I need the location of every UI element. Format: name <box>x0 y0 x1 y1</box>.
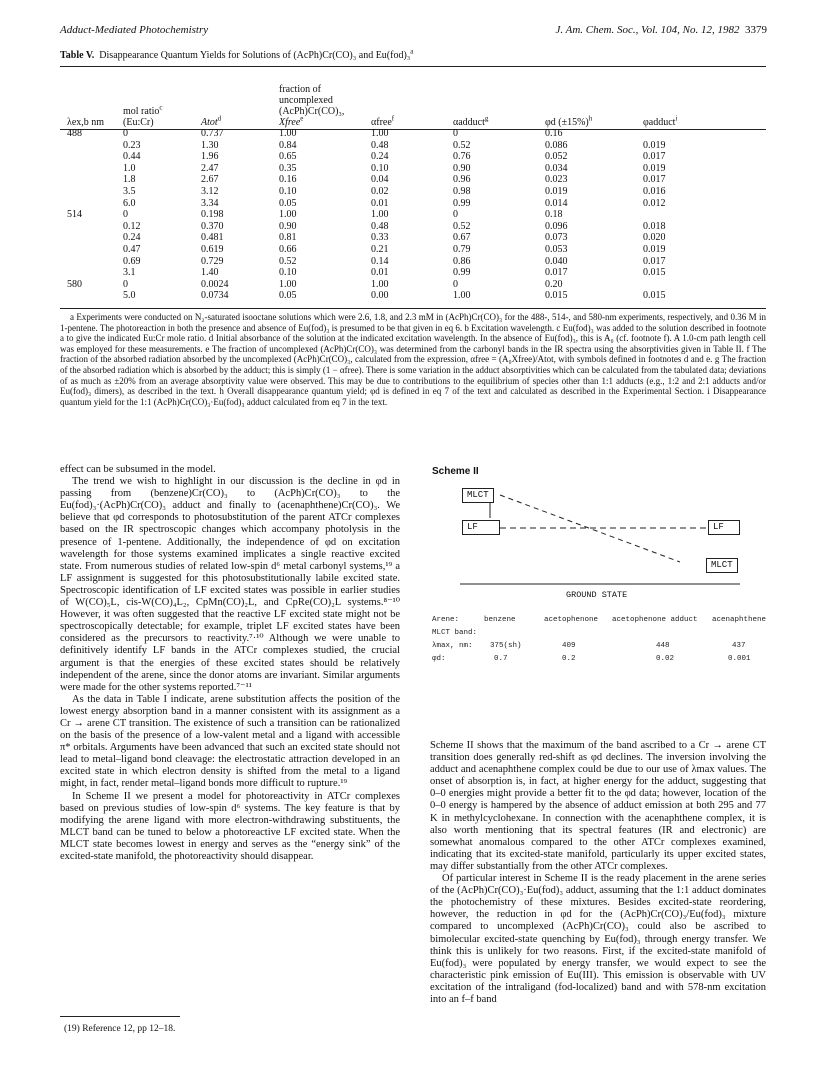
table-cell: 0.017 <box>545 267 568 279</box>
col-header-aadduct <box>450 70 542 128</box>
scheme-lmax-label: λmax, nm: <box>432 642 473 650</box>
table-cell: 0.96 <box>453 174 471 186</box>
frac-mark: e <box>300 114 304 123</box>
atot-mark: d <box>217 114 222 123</box>
table-cell: 0.370 <box>201 220 224 232</box>
scheme-arene-benzene: benzene <box>484 616 516 624</box>
table-cell <box>64 163 120 175</box>
table-cell: 0.01 <box>371 267 389 279</box>
scheme-mlct-band-label: MLCT band: <box>432 629 478 637</box>
table-cell: 1.00 <box>279 128 297 139</box>
table-cell: 0.24 <box>371 151 389 163</box>
table-row <box>64 256 764 268</box>
body-left-column <box>60 464 400 863</box>
table-cell: 0.034 <box>545 162 568 174</box>
quantum-yield-table <box>64 70 764 302</box>
table-cell <box>640 128 764 140</box>
mol-ratio-label: mol ratio <box>123 106 160 117</box>
table-cell: 1.40 <box>201 267 219 279</box>
table-cell: 1.30 <box>201 139 219 151</box>
table-cell: 0.198 <box>201 209 224 221</box>
col-header-atot <box>198 70 276 128</box>
table-cell: 0 <box>453 278 458 290</box>
table-cell: 0.02 <box>371 185 389 197</box>
body-right-column <box>430 740 766 1006</box>
table-row <box>64 128 764 140</box>
table-body <box>64 128 764 302</box>
table-row <box>64 290 764 302</box>
table-cell: 0 <box>453 209 458 221</box>
table-cell: 0.14 <box>371 255 389 267</box>
table-cell: 2.47 <box>201 162 219 174</box>
scheme-arene-adduct: acetophenone adduct <box>612 616 698 624</box>
table-cell: 0.76 <box>453 151 471 163</box>
table-cell: 0.99 <box>453 267 471 279</box>
table-cell <box>64 267 120 279</box>
table-cell: 0.016 <box>643 185 666 197</box>
table-label: Table V. <box>60 50 95 61</box>
table-cell: 0.017 <box>643 151 666 163</box>
running-header-title: Adduct-Mediated Photochemistry <box>60 24 209 36</box>
table-cell: 1.00 <box>371 209 389 221</box>
table-cell: 0.015 <box>643 290 666 302</box>
paragraph: The trend we wish to highlight in our discussion is the decline in φd in passing from (benzene)Cr(CO)₃ to (AcPh)Cr(CO)₃ to the Eu(fod)₃·(AcPh)Cr(CO)₃ adduct and finally to (acenaphthene)Cr(CO)₃. We believe that φd corresponds to photosubstitution of the parent ATCr complexes based on the IR spectroscopic changes which accompany photolysis in the presence of 1-pentene. Additionally, the independence of φd on excitation wavelength for those systems examined implicates a single reactive excited state. From numerous studies of related low-spin d⁶ metal carbonyl systems,¹⁹ a LF assignment is suggested for this photosubstitutionally labile excited state. Spectroscopic identification of LF excited states was possible in earlier studies of W(CO)₅L, cis-W(CO)₄L₂, CpMn(CO)₂L, and CpRe(CO)₂L systems.⁸⁻¹⁰ However, it was often suggested that the reactive LF excited state might not be spectroscopically detectable; for example, triplet LF excited states have been considered as the precursors to reactivity.⁷·¹⁰ Although we were unable to definitively identify LF bands in the ATCr complexes studied, the crucial argument is that the energies of these excited states should be relatively independent of the arene, since the donor atoms are invariant. Similar arguments were made for the other systems reported.⁷⁻¹¹ <box>60 476 400 693</box>
table-cell: 3.1 <box>123 267 136 279</box>
table-cell <box>64 198 120 210</box>
table-cell <box>64 290 120 302</box>
table-cell: 1.0 <box>123 162 136 174</box>
table-footnotes <box>60 312 766 407</box>
table-cell <box>64 256 120 268</box>
table-cell: 0.90 <box>453 162 471 174</box>
table-cell: 1.00 <box>279 209 297 221</box>
table-cell: 0.481 <box>201 232 224 244</box>
phiadduct-label: φadduct <box>643 117 676 128</box>
table-top-rule <box>60 66 766 67</box>
scheme-lmax-benzene: 375(sh) <box>490 642 522 650</box>
table-cell: 0.23 <box>123 139 141 151</box>
paragraph: effect can be subsumed in the model. <box>60 464 216 475</box>
scheme-lmax-acenaphthene: 437 <box>732 642 746 650</box>
table-cell <box>64 186 120 198</box>
table-cell: 0 <box>123 278 128 290</box>
table-cell: 0.00 <box>371 290 389 302</box>
table-cell: 0.086 <box>545 139 568 151</box>
table-cell: 3.34 <box>201 197 219 209</box>
col-header-phid <box>542 70 640 128</box>
col-header-lambda: λex,b nm <box>67 117 105 128</box>
table-row <box>64 209 764 221</box>
table-cell: 0.10 <box>371 162 389 174</box>
table-cell: 0.014 <box>545 197 568 209</box>
table-row <box>64 151 764 163</box>
table-cell: 3.12 <box>201 185 219 197</box>
table-cell: 0.01 <box>371 197 389 209</box>
atot-label: Atot <box>201 117 218 128</box>
table-row <box>64 140 764 152</box>
table-cell: 0.99 <box>453 197 471 209</box>
table-cell: 0.05 <box>279 197 297 209</box>
table-cell: 488 <box>67 128 82 139</box>
table-row <box>64 244 764 256</box>
scheme-phid-benzene: 0.7 <box>494 655 508 663</box>
phid-label: φd (±15%) <box>545 117 589 128</box>
table-cell <box>64 174 120 186</box>
table-cell: 0.073 <box>545 232 568 244</box>
aadduct-label: αadduct <box>453 117 485 128</box>
scheme-title: Scheme II <box>432 466 479 477</box>
table-row <box>64 267 764 279</box>
table-cell: 0.017 <box>643 174 666 186</box>
ground-state-label: GROUND STATE <box>566 590 628 600</box>
table-cell: 6.0 <box>123 197 136 209</box>
col-header-fraction <box>276 70 368 128</box>
table-cell: 0.84 <box>279 139 297 151</box>
table-cell: 0.10 <box>279 185 297 197</box>
table-cell: 0 <box>123 128 128 139</box>
table-cell: 0.90 <box>279 220 297 232</box>
table-cell: 0.35 <box>279 162 297 174</box>
table-cell: 0.52 <box>279 255 297 267</box>
table-cell: 0.24 <box>123 232 141 244</box>
table-cell: 0.053 <box>545 243 568 255</box>
table-cell: 0.16 <box>279 174 297 186</box>
table-cell: 0.017 <box>643 255 666 267</box>
table-cell: 0.48 <box>371 139 389 151</box>
table-cell <box>64 221 120 233</box>
table-cell: 0.12 <box>123 220 141 232</box>
scheme-phid-label: φd: <box>432 655 446 663</box>
table-cell: 0.019 <box>643 243 666 255</box>
table-cell <box>64 140 120 152</box>
table-cell: 0.018 <box>643 220 666 232</box>
table-row <box>64 174 764 186</box>
table-cell: 0.52 <box>453 220 471 232</box>
table-cell: 0.05 <box>279 290 297 302</box>
scheme-phid-adduct: 0.02 <box>656 655 675 663</box>
table-cell: 0.096 <box>545 220 568 232</box>
table-cell: 0.023 <box>545 174 568 186</box>
running-header-journal <box>555 24 767 36</box>
table-cell: 0.33 <box>371 232 389 244</box>
paragraph: As the data in Table I indicate, arene substitution affects the position of the lowest energy absorption band in a manner consistent with its assignment as a Cr → arene CT transition. The existence of such a transition can be rationalized on the basis of the presence of a low-valent metal and a ligand with accessible π* orbitals. Arguments have been advanced that such an excited state should not lead to metal–ligand bond cleavage: the electrostatic attraction developed in an excited state in which electron density is shifted from the metal to a ligand might, in fact, render metal–ligand bonds more difficult to rupture.¹⁹ <box>60 693 400 790</box>
table-cell: 0.81 <box>279 232 297 244</box>
table-cell <box>64 151 120 163</box>
table-cell: 0.0734 <box>201 290 229 302</box>
table-row <box>64 186 764 198</box>
table-cell: 0.67 <box>453 232 471 244</box>
table-cell: 0.86 <box>453 255 471 267</box>
phid-mark: h <box>588 114 593 123</box>
table-cell: 0.44 <box>123 151 141 163</box>
table-cell: 0.040 <box>545 255 568 267</box>
table-cell: 2.67 <box>201 174 219 186</box>
frac-line-1: fraction of <box>279 84 321 95</box>
mlct-low-level-box: MLCT <box>706 558 738 573</box>
col-header-mol-ratio <box>120 70 198 128</box>
table-cell <box>64 232 120 244</box>
table-cell: 0.019 <box>545 185 568 197</box>
table-cell <box>640 209 764 221</box>
frac-line-2: uncomplexed <box>279 95 333 106</box>
paragraph: Scheme II shows that the maximum of the band ascribed to a Cr → arene CT transition does generally red-shift as φd declines. The inversion involving the adduct and acenaphthene complex could be due to our use of λmax values. The onset of absorption is, in fact, at higher energy for the adduct, suggesting that 0–0 energies might provide a better fit to the φd data; however, location of the 0–0 energy is hampered by the absence of adduct emission at both 295 and 77 K in methylcyclohexane. In connection with the acenaphthene complex, it is also worth mentioning that its spectral features (IR and electronic) are somewhat anomalous compared to the other ATCr complexes examined, indicating that its excited-state manifold, particularly its upper excited states, may differ substantially from the other ATCr complexes. <box>430 740 766 872</box>
table-row <box>64 221 764 233</box>
table-cell: 0.015 <box>545 290 568 302</box>
paragraph: In Scheme II we present a model for photoreactivity in ATCr complexes based on previous studies of low-spin d⁶ systems. The key feature is that by modifying the arene ligand with more electron-withdrawing substituents, the MLCT band can be tuned to below a photoreactive LF excited state. When the MLCT state becomes lowest in energy and serves as the “energy sink” of the excited-state manifold, the photoreactivity should disappear. <box>60 790 400 862</box>
table-cell: 0.21 <box>371 243 389 255</box>
journal-citation: J. Am. Chem. Soc., Vol. 104, No. 12, 1982 <box>555 24 740 36</box>
table-cell: 580 <box>67 278 82 290</box>
table-row <box>64 232 764 244</box>
scheme-arene-acetophenone: acetophenone <box>544 616 599 624</box>
table-cell: 0.20 <box>545 278 563 290</box>
table-cell: 0.16 <box>545 128 563 139</box>
table-cell: 0.737 <box>201 128 224 139</box>
table-cell: 1.00 <box>371 278 389 290</box>
frac-line-3: (AcPh)Cr(CO)₃, <box>279 106 345 117</box>
table-cell: 0.015 <box>643 267 666 279</box>
table-cell: 0.69 <box>123 255 141 267</box>
mlct-level-box: MLCT <box>462 488 494 503</box>
col-header-phiadduct <box>640 70 764 128</box>
table-cell: 0.66 <box>279 243 297 255</box>
table-cell: 0.020 <box>643 232 666 244</box>
table-cell: 1.96 <box>201 151 219 163</box>
scheme-lmax-adduct: 448 <box>656 642 670 650</box>
table-cell: 0.98 <box>453 185 471 197</box>
table-row <box>64 279 764 291</box>
table-cell: 0.012 <box>643 197 666 209</box>
table-cell: 3.5 <box>123 185 136 197</box>
table-cell: 0.729 <box>201 255 224 267</box>
table-cell: 0.619 <box>201 243 224 255</box>
afree-label: αfree <box>371 117 392 128</box>
table-cell: 0.79 <box>453 243 471 255</box>
table-cell: 1.00 <box>371 128 389 139</box>
table-cell: 0 <box>453 128 458 139</box>
scheme-arene-acenaphthene: acenaphthene <box>712 616 767 624</box>
scheme-arene-label: Arene: <box>432 616 460 624</box>
table-cell <box>64 244 120 256</box>
table-title: Disappearance Quantum Yields for Solutions of (AcPh)Cr(CO)₃ and Eu(fod)₃ <box>99 50 411 61</box>
lf-level-left-box: LF <box>462 520 500 535</box>
table-cell: 0.47 <box>123 243 141 255</box>
frac-line-4: Xfree <box>279 117 301 128</box>
table-cell: 0.65 <box>279 151 297 163</box>
footnote-rule <box>60 1016 180 1017</box>
table-cell: 0.052 <box>545 151 568 163</box>
aadduct-mark: g <box>484 114 489 123</box>
table-cell: 0.48 <box>371 220 389 232</box>
lf-level-right-box: LF <box>708 520 740 535</box>
table-cell: 0.52 <box>453 139 471 151</box>
phiadduct-mark: i <box>675 114 678 123</box>
table-cell: 1.00 <box>279 278 297 290</box>
table-cell: 0.18 <box>545 209 563 221</box>
table-cell: 514 <box>67 209 82 221</box>
scheme-lmax-acetophenone: 409 <box>562 642 576 650</box>
mol-ratio-mark: c <box>159 103 163 112</box>
table-cell: 0.019 <box>643 139 666 151</box>
table-row <box>64 163 764 175</box>
table-cell: 1.00 <box>453 290 471 302</box>
reference-footnote: (19) Reference 12, pp 12–18. <box>64 1024 176 1034</box>
table-cell: 0.10 <box>279 267 297 279</box>
table-row <box>64 198 764 210</box>
table-cell: 0.04 <box>371 174 389 186</box>
table-bottom-rule <box>60 308 766 309</box>
table-caption-mark: a <box>410 47 414 56</box>
afree-mark: f <box>391 114 395 123</box>
table-cell: 0.019 <box>643 162 666 174</box>
footnote-text: a Experiments were conducted on N₂-saturated isooctane solutions which were 2.6, 1.8, and 2.3 mM in (AcPh)Cr(CO)₃ for the 488-, 514-, and 580-nm experiments, respectively, and 0.36 M in 1-pentene. The photoreaction in both the presence and absence of Eu(fod)₃ is presumed to be that given in eq 6. b Excitation wavelength. c Eu(fod)₃ was added to the solution described in footnote a to give the indicated Eu:Cr mole ratio. d Initial absorbance of the solution at the indicated excitation wavelength. In the absence of Eu(fod)₃, this is A₀ (cf. footnote f). A 1.0-cm path length cell was employed for these measurements. e The fraction of uncomplexed (AcPh)Cr(CO)₃ was determined from the carbonyl bands in the IR spectra using the absorptivities given in Table II. f The fraction of the absorbed radiation absorbed by the uncomplexed (AcPh)Cr(CO)₃, calculated from the expression, αfree = (A₀Xfree)/Atot, with symbols defined in footnotes d and e. g The fraction of the absorbed radiation which is absorbed by the adduct; this is simply (1 − αfree). There is some variation in the adduct absorptivities which can be calculated from the tabulated data; deviations of as much as ±20% from an average absorptivity value were observed. This may be due to contributions to the equilibrium of species other than 1:1 adducts (e.g., 1:2 and 2:1 adducts and/or Eu(fod)₃ dimers), as described in the text. h Overall disappearance quantum yield; φd is defined in eq 7 of the text and calculated as described in the Experimental Section. i Disappearance quantum yield for the 1:1 (AcPh)Cr(CO)₃·Eu(fod)₃ adduct calculated from eq 7 in the text. <box>60 312 766 407</box>
mol-ratio-unit: (Eu:Cr) <box>123 117 154 128</box>
table-caption <box>60 47 414 61</box>
table-cell: 0.0024 <box>201 278 229 290</box>
table-cell: 1.8 <box>123 174 136 186</box>
paragraph: Of particular interest in Scheme II is the ready placement in the arene series of the (AcPh)Cr(CO)₃·Eu(fod)₃ adduct, assuming that the 1:1 adduct dominates the photochemistry of these mixtures. Besides excited-state reordering, however, the reduction in φd for the (AcPh)Cr(CO)₃/Eu(fod)₃ mixture compared to uncomplexed (AcPh)Cr(CO)₃ could also be ascribed to bimolecular excited-state quenching by Eu(fod)₃ through energy transfer. We think this is unlikely for two reasons. First, if the excited-state manifold of Eu(fod)₃ were populated by energy transfer, we would expect to see the characteristic pink emission of Eu(III). This emission is observable with UV excitation of the intraligand (fod-localized) band and with 578-nm excitation into an f–f band <box>430 873 766 1005</box>
col-header-afree <box>368 70 450 128</box>
scheme-phid-acetophenone: 0.2 <box>562 655 576 663</box>
table-cell: 0 <box>123 209 128 221</box>
page-number: 3379 <box>745 24 767 36</box>
scheme-phid-acenaphthene: 0.001 <box>728 655 751 663</box>
table-cell <box>640 279 764 291</box>
table-cell: 5.0 <box>123 290 136 302</box>
